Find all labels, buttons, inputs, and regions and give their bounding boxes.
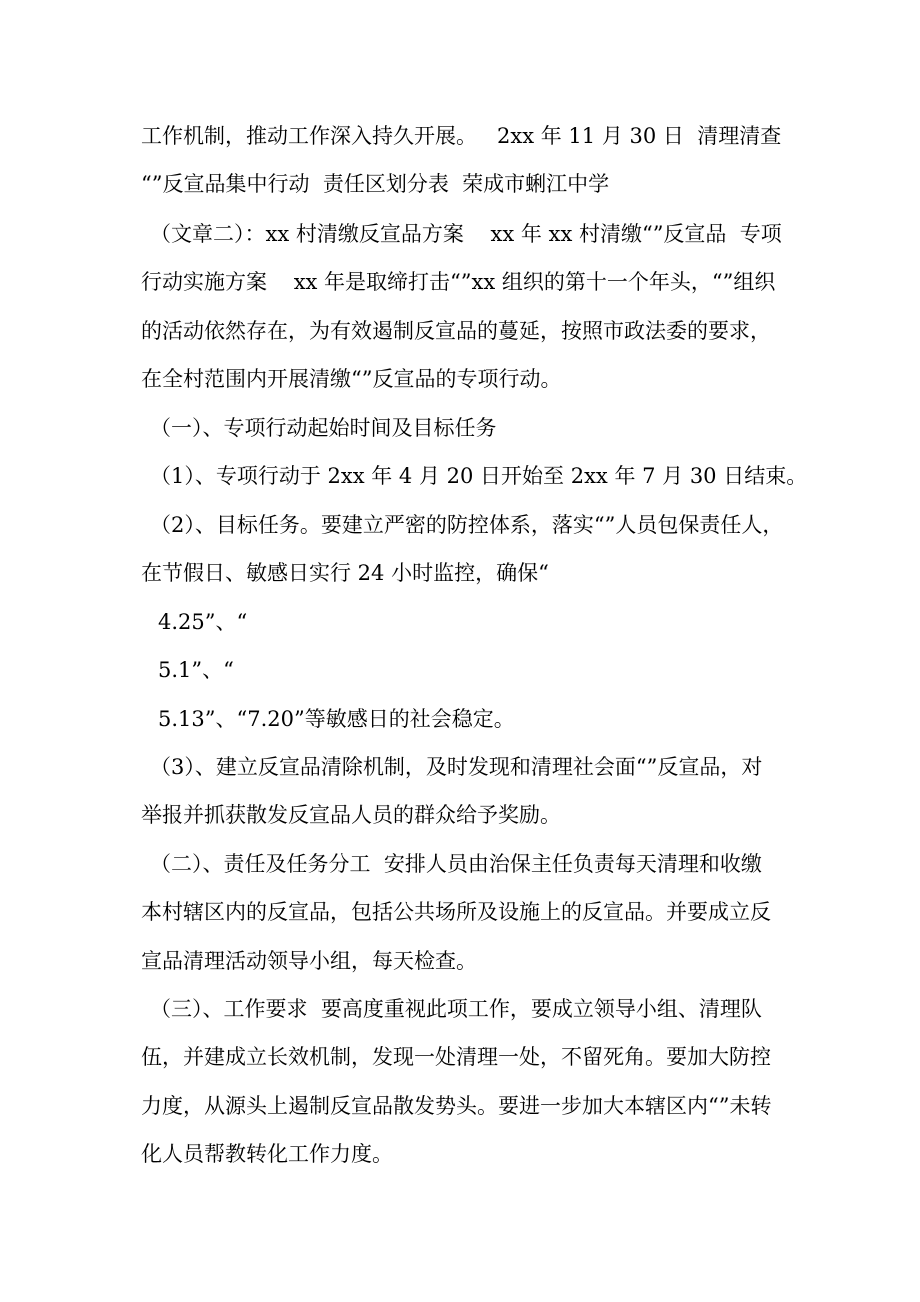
text-line-18: 宣品清理活动领导小组，每天检查。 [141,949,477,973]
text-line-8: （1）、专项行动于 2xx 年 4 月 20 日开始至 2xx 年 7 月 30 日结束。 [150,464,808,488]
text-line-21: 力度，从源头上遏制反宣品散发势头。要进一步加大本辖区内“”未转 [141,1094,772,1118]
text-line-1: 工作机制，推动工作深入持久开展。 2xx 年 11 月 30 日 清理清查 [141,124,782,148]
text-line-2: “”反宣品集中行动 责任区划分表 荣成市蜊江中学 [141,172,610,196]
text-line-20: 伍，并建成立长效机制，发现一处清理一处，不留死角。要加大防控 [141,1045,771,1069]
text-line-7: （一）、专项行动起始时间及目标任务 [150,416,497,440]
text-line-14: （3）、建立反宣品清除机制，及时发现和清理社会面“”反宣品，对 [150,755,763,779]
text-line-22: 化人员帮教转化工作力度。 [141,1142,393,1166]
text-line-11: 4.25”、“ [158,610,248,634]
text-line-3: （文章二）：xx 村清缴反宣品方案 xx 年 xx 村清缴“”反宣品 专项 [150,222,782,246]
text-line-9: （2）、目标任务。要建立严密的防控体系，落实“”人员包保责任人， [150,513,784,537]
text-line-5: 的活动依然存在，为有效遏制反宣品的蔓延，按照市政法委的要求， [141,319,771,343]
text-line-12: 5.1”、“ [158,658,234,682]
text-line-16: （二）、责任及任务分工 安排人员由治保主任负责每天清理和收缴 [150,852,762,876]
text-line-13: 5.13”、“7.20”等敏感日的社会稳定。 [158,707,515,731]
text-line-15: 举报并抓获散发反宣品人员的群众给予奖励。 [141,803,561,827]
text-line-4: 行动实施方案 xx 年是取缔打击“”xx 组织的第十一个年头，“”组织 [141,270,776,294]
text-line-6: 在全村范围内开展清缴“”反宣品的专项行动。 [141,367,562,391]
text-line-10: 在节假日、敏感日实行 24 小时监控，确保“ [141,561,549,585]
text-line-17: 本村辖区内的反宣品，包括公共场所及设施上的反宣品。并要成立反 [141,900,771,924]
text-line-19: （三）、工作要求 要高度重视此项工作，要成立领导小组、清理队 [150,997,762,1021]
